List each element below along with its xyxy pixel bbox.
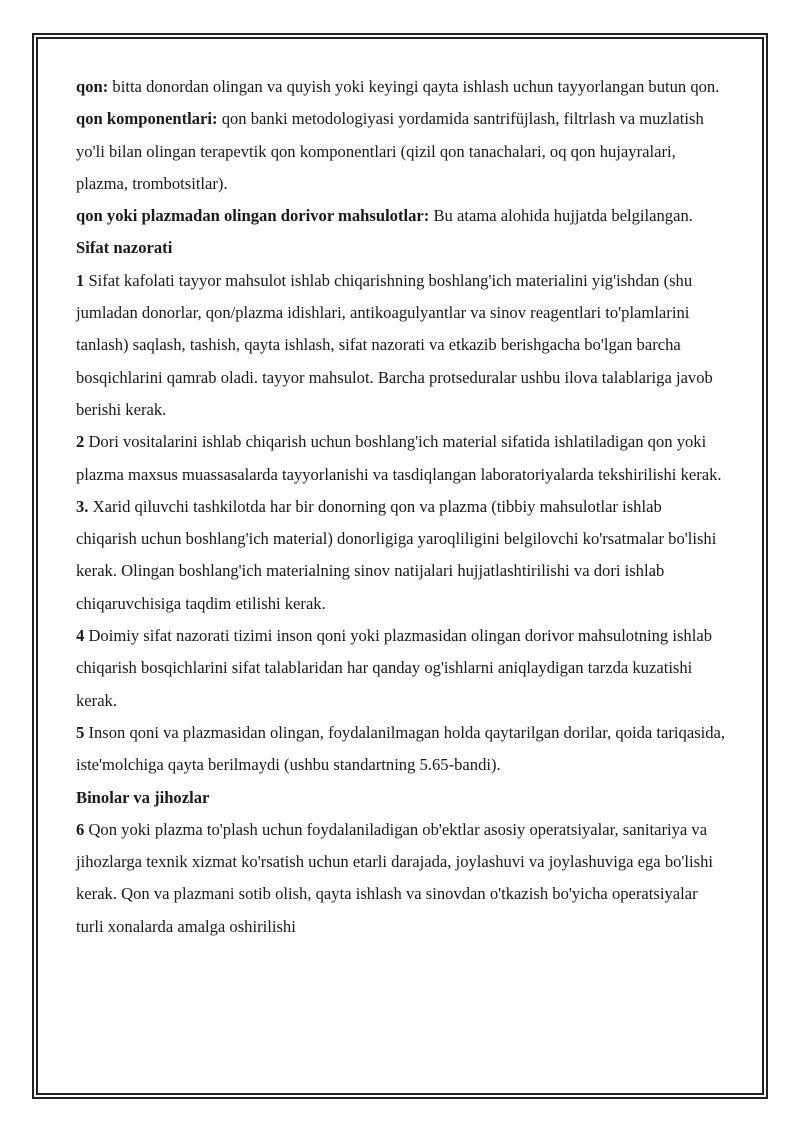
- term: qon:: [76, 77, 109, 96]
- clause-text: Qon yoki plazma to'plash uchun foydalaniladigan ob'ektlar asosiy operatsiyalar, sanitariya va jihozlarga texnik xizmat ko'rsatish uchun etarli darajada, joylashuvi va joylashuviga ega bo'lishi kerak. Qon va plazmani sotib olish, qayta ishlash va sinovdan o'tkazish bo'yicha operatsiyalar turli xonalarda amalga oshirilishi: [76, 819, 713, 936]
- clause-number: 6: [76, 819, 85, 839]
- definition-qon-komponentlari: [76, 103, 726, 200]
- definition-text: qon banki metodologiyasi yordamida santrifüjlash, filtrlash va muzlatish yo'li bilan olingan terapevtik qon komponentlari (qizil qon tanachalari, oq qon hujayralari, plazma, trombotsitlar).: [76, 109, 704, 193]
- clause-number: 3.: [76, 496, 89, 516]
- clause-number: 5: [76, 722, 85, 742]
- clause-2: [76, 426, 726, 491]
- term: qon komponentlari:: [76, 109, 218, 129]
- definition-text: bitta donordan olingan va quyish yoki keyingi qayta ishlash uchun tayyorlangan butun qon.: [108, 77, 720, 96]
- heading-text: Binolar va jihozlar: [76, 787, 210, 807]
- term: qon yoki plazmadan olingan dorivor mahsulotlar:: [76, 206, 430, 226]
- definition-qon: [76, 71, 726, 103]
- heading-text: Sifat nazorati: [76, 238, 173, 258]
- clause-text: Inson qoni va plazmasidan olingan, foydalanilmagan holda qaytarilgan dorilar, qoida tariqasida, iste'molchiga qayta berilmaydi (ushbu standartning 5.65-bandi).: [76, 722, 726, 775]
- clause-text: Xarid qiluvchi tashkilotda har bir donorning qon va plazma (tibbiy mahsulotlar ishlab chiqarish uchun boshlang'ich material) donorligiga yaroqliligini belgilovchi ko'rsatmalar bo'lishi kerak. Olingan boshlang'ich materialning sinov natijalari hujjatlashtirilishi va dori ishlab chiqaruvchisiga taqdim etilishi kerak.: [76, 496, 717, 613]
- section-heading-binolar: [76, 782, 726, 814]
- clause-number: 1: [76, 270, 85, 290]
- definition-dorivor-mahsulotlar: [76, 200, 726, 232]
- clause-text: Dori vositalarini ishlab chiqarish uchun boshlang'ich material sifatida ishlatiladigan qon yoki plazma maxsus muassasalarda tayyorlanishi va tasdiqlangan laboratoriyalarda tekshirilishi kerak.: [76, 432, 722, 484]
- clause-6: [76, 814, 726, 943]
- section-heading-sifat-nazorati: [76, 232, 726, 264]
- clause-text: Doimiy sifat nazorati tizimi inson qoni yoki plazmasidan olingan dorivor mahsulotning ishlab chiqarish bosqichlarini sifat talablaridan har qanday og'ishlarni aniqlaydigan tarzda kuzatishi kerak.: [76, 626, 712, 710]
- clause-3: [76, 491, 726, 620]
- clause-1: [76, 265, 726, 426]
- clause-4: [76, 620, 726, 717]
- clause-5: [76, 717, 726, 782]
- clause-text: Sifat kafolati tayyor mahsulot ishlab chiqarishning boshlang'ich materialini yig'ishdan (shu jumladan donorlar, qon/plazma idishlari, antikoagulyantlar va sinov reagentlari to'plamlarini tanlash) saqlash, tashish, qayta ishlash, sifat nazorati va etkazib berishgacha bo'lgan barcha bosqichlarini qamrab oladi. tayyor mahsulot. Barcha protseduralar ushbu ilova talablariga javob berishi kerak.: [76, 270, 713, 419]
- document-body: [76, 71, 726, 943]
- clause-number: 2: [76, 432, 85, 452]
- clause-number: 4: [76, 626, 85, 646]
- definition-text: Bu atama alohida hujjatda belgilangan.: [429, 206, 693, 226]
